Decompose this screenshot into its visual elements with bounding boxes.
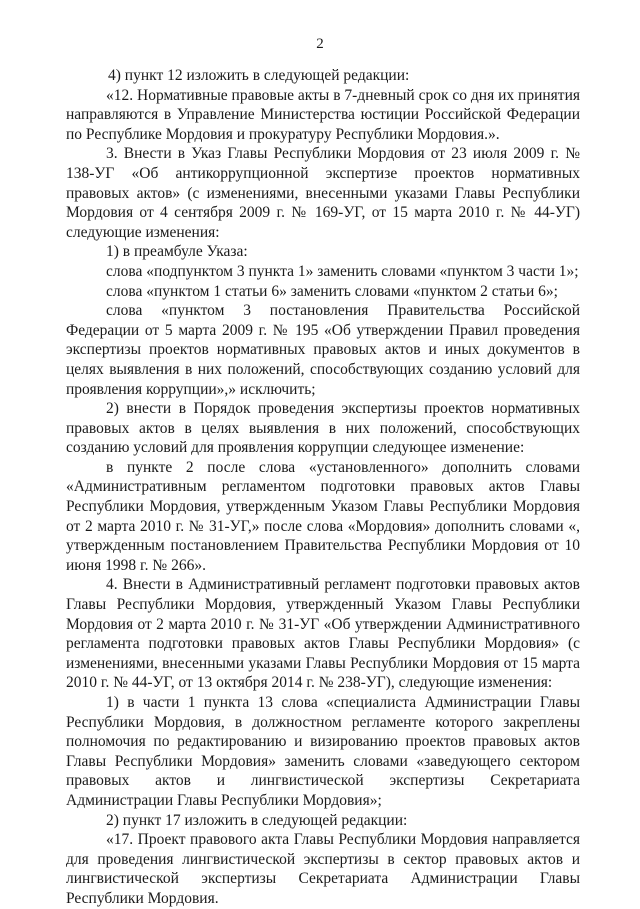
document-body	[66, 66, 580, 909]
paragraph-preamble-change-1: слова «подпунктом 3 пункта 1» заменить словами «пунктом 3 части 1»;	[106, 262, 579, 280]
paragraph-new-point-12-text: «12. Нормативные правовые акты в 7-дневный срок со дня их принятия направляются в Управление Министерства юстиции Российской Федерации по Республике Мордовия и прокуратуру Республики Мордовия.».	[66, 86, 580, 143]
paragraph-procedure-change-intro: 2) внести в Порядок проведения экспертизы проектов нормативных правовых актов в целях выявления в них положений, способствующих созданию условий для проявления коррупции следующее изменение:	[66, 400, 580, 457]
paragraph-section-4-intro: 4. Внести в Административный регламент подготовки правовых актов Главы Республики Мордовия, утвержденный Указом Главы Республики Мордовия от 2 марта 2010 г. № 31-УГ «Об утверждении Административного регламента подготовки правовых актов Главы Республики Мордовия» (с изменениями, внесенными указами Главы Республики Мордовия от 15 марта 2010 г. № 44-УГ, от 13 октября 2014 г. № 238-УГ), следующие изменения:	[66, 576, 580, 692]
paragraph-procedure-change-text: в пункте 2 после слова «установленного» дополнить словами «Административным регламентом подготовки правовых актов Главы Республики Мордовия, утвержденным Указом Главы Республики Мордовия от 2 марта 2010 г. № 31-УГ,» после слова «Мордовия» дополнить словами «, утвержденным постановлением Правительства Республики Мордовия от 10 июня 1998 г. № 266».	[66, 458, 580, 574]
paragraph-section-3-intro: 3. Внести в Указ Главы Республики Мордовия от 23 июля 2009 г. № 138-УГ «Об антикоррупционной экспертизе проектов нормативных правовых актов» (с изменениями, внесенными указами Главы Республики Мордовия от 4 сентября 2009 г. № 169-УГ, от 15 марта 2010 г. № 44-УГ) следующие изменения:	[66, 145, 580, 241]
page-number: 2	[316, 36, 324, 52]
paragraph-new-point-17-text: «17. Проект правового акта Главы Республики Мордовия направляется для проведения лингвистической экспертизы в сектор правовых актов и лингвистической экспертизы Секретариата Администрации Главы Республики Мордовия.	[66, 831, 580, 907]
paragraph-point-13-change: 1) в части 1 пункта 13 слова «специалиста Администрации Главы Республики Мордовия, в должностном регламенте которого закреплены полномочия по редактированию и визированию проектов правовых актов Главы Республики Мордовия» заменить словами «заведующего сектором правовых актов и лингвистической экспертизы Секретариата Администрации Главы Республики Мордовия»;	[66, 694, 580, 809]
paragraph-item-4-point-12: 4) пункт 12 изложить в следующей редакции:	[108, 67, 410, 84]
paragraph-preamble-change-2: слова «пунктом 1 статьи 6» заменить словами «пунктом 2 статьи 6»;	[106, 282, 558, 300]
paragraph-preamble-heading: 1) в преамбуле Указа:	[106, 243, 248, 261]
paragraph-preamble-change-3: слова «пунктом 3 постановления Правительства Российской Федерации от 5 марта 2009 г. № 195 «Об утверждении Правил проведения экспертизы проектов нормативных правовых актов и иных документов в целях выявления в них положений, способствующих созданию условий для проявления коррупции»,» исключить;	[66, 302, 580, 398]
paragraph-point-17-heading: 2) пункт 17 изложить в следующей редакции:	[106, 811, 408, 829]
